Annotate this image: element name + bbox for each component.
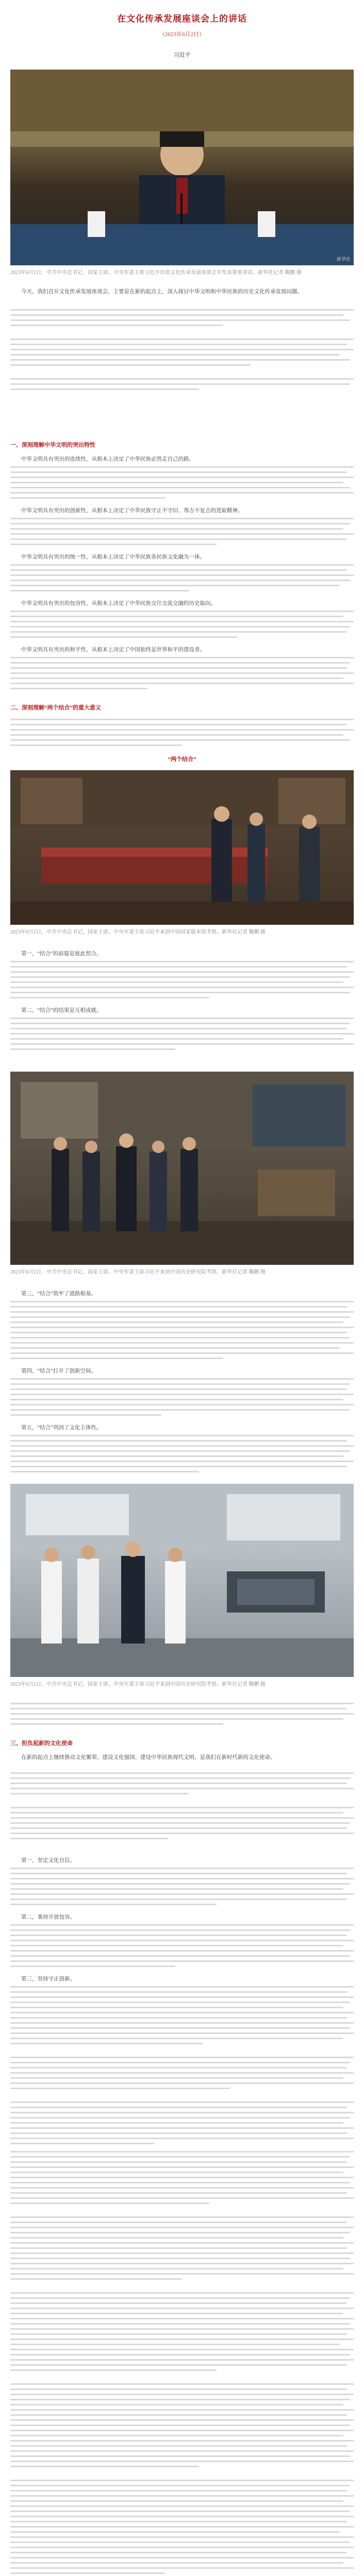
section-3-body-c: [10, 1986, 354, 2148]
section-1-body-d: [10, 611, 354, 641]
photo-caption: 2023年6月2日，中共中央总书记、国家主席、中央军委主席习近平来到中国历史研究院考察。新华社记者 鞠鹏 摄: [10, 1682, 266, 1687]
section-heading-3: 三、担负起新的文化使命: [10, 1740, 73, 1747]
photo-caption: 2023年6月2日，中共中央总书记、国家主席、中央军委主席习近平来到中国国家版本馆考察。新华社记者 鞠鹏 摄: [10, 929, 266, 935]
section-2-paragraph-e: 第五，“结合”巩固了文化主体性。: [21, 1425, 102, 1431]
section-1-body-a: [10, 466, 354, 502]
photo-history-institute: [10, 1072, 354, 1265]
lab-scene-image: [10, 1484, 354, 1677]
photo-speech: [10, 70, 354, 265]
section-3-body-a: [10, 1868, 354, 1909]
section-3-intro-body: [10, 1772, 354, 1843]
section-2-paragraph-c: 第三，“结合”筑牢了道路根基。: [21, 1291, 96, 1297]
section-1-body-e: [10, 657, 354, 693]
photo-lab-visit: [10, 1484, 354, 1677]
section-2-closing-text: [10, 1703, 354, 1728]
photo-caption: 2023年6月2日，中共中央总书记、国家主席、中央军委主席习近平出席文化传承发展座谈会并发表重要讲话。新华社记者 鞠鹏 摄: [10, 270, 302, 276]
section-heading-1: 一、深刻理解中华文明的突出特性: [10, 442, 95, 448]
speech-scene-image: [10, 70, 354, 265]
section-3-paragraph-c: 第三，坚持守正创新。: [21, 1976, 75, 1982]
section-3-intro-paragraph: 在新的起点上继续推动文化繁荣、建设文化强国、建设中华民族现代文明，是我们在新时代新的文化使命。: [21, 1755, 276, 1760]
article-author: 习近平: [173, 52, 191, 58]
section-1-body-b: [10, 518, 354, 549]
photo-watermark: 新华社: [336, 257, 351, 262]
section-1-paragraph-b: 中华文明具有突出的创新性，从根本上决定了中华民族守正不守旧、尊古不复古的进取精神。: [21, 508, 243, 514]
section-2-paragraph-b: 第二，“结合”的结果是互相成就。: [21, 1008, 102, 1013]
section-1-paragraph-a: 中华文明具有突出的连续性，从根本上决定了中华民族必然走自己的路。: [21, 456, 194, 462]
section-3-paragraph-a: 第一，坚定文化自信。: [21, 1858, 75, 1863]
section-heading-2: 二、深刻理解“两个结合”的重大意义: [10, 705, 101, 711]
section-2-intro-text: [10, 719, 354, 750]
section-2-subtitle: “两个结合”: [168, 756, 196, 762]
intro-body-text: [10, 309, 354, 394]
article-source: （2023年6月2日）: [159, 31, 205, 38]
photo-archive: [10, 770, 354, 925]
section-1-paragraph-d: 中华文明具有突出的包容性，从根本上决定了中华民族交往交流交融的历史取向。: [21, 601, 216, 606]
closing-body-text: [10, 2151, 354, 2576]
section-2-body-e: [10, 1435, 354, 1476]
photo-caption: 2023年6月2日，中共中央总书记、国家主席、中央军委主席习近平来到中国历史研究院考察。新华社记者 鞠鹏 摄: [10, 1269, 266, 1275]
section-2-body-c: [10, 1301, 354, 1363]
intro-paragraph: 今天，我们召开文化传承发展座谈会，主要是在新的起点上，深入探讨中华文明和中华民族的历史文化传承发展问题。: [21, 289, 303, 295]
article-title: 在文化传承发展座谈会上的讲话: [117, 14, 247, 24]
section-2-body-a: [10, 961, 354, 1002]
archive-scene-image: [10, 770, 354, 925]
section-1-paragraph-e: 中华文明具有突出的和平性，从根本上决定了中国始终是世界和平的建设者。: [21, 647, 205, 653]
section-2-body-d: [10, 1378, 354, 1419]
section-3-paragraph-b: 第二，秉持开放包容。: [21, 1914, 75, 1920]
museum-scene-image: [10, 1072, 354, 1265]
section-2-body-b: [10, 1018, 354, 1054]
section-2-paragraph-a: 第一，“结合”的前提是彼此契合。: [21, 951, 102, 957]
section-1-paragraph-c: 中华文明具有突出的统一性，从根本上决定了中华民族各民族文化融为一体。: [21, 554, 205, 560]
section-3-body-b: [10, 1924, 354, 1971]
section-1-body-c: [10, 564, 354, 595]
section-2-paragraph-d: 第四，“结合”打开了创新空间。: [21, 1368, 96, 1374]
